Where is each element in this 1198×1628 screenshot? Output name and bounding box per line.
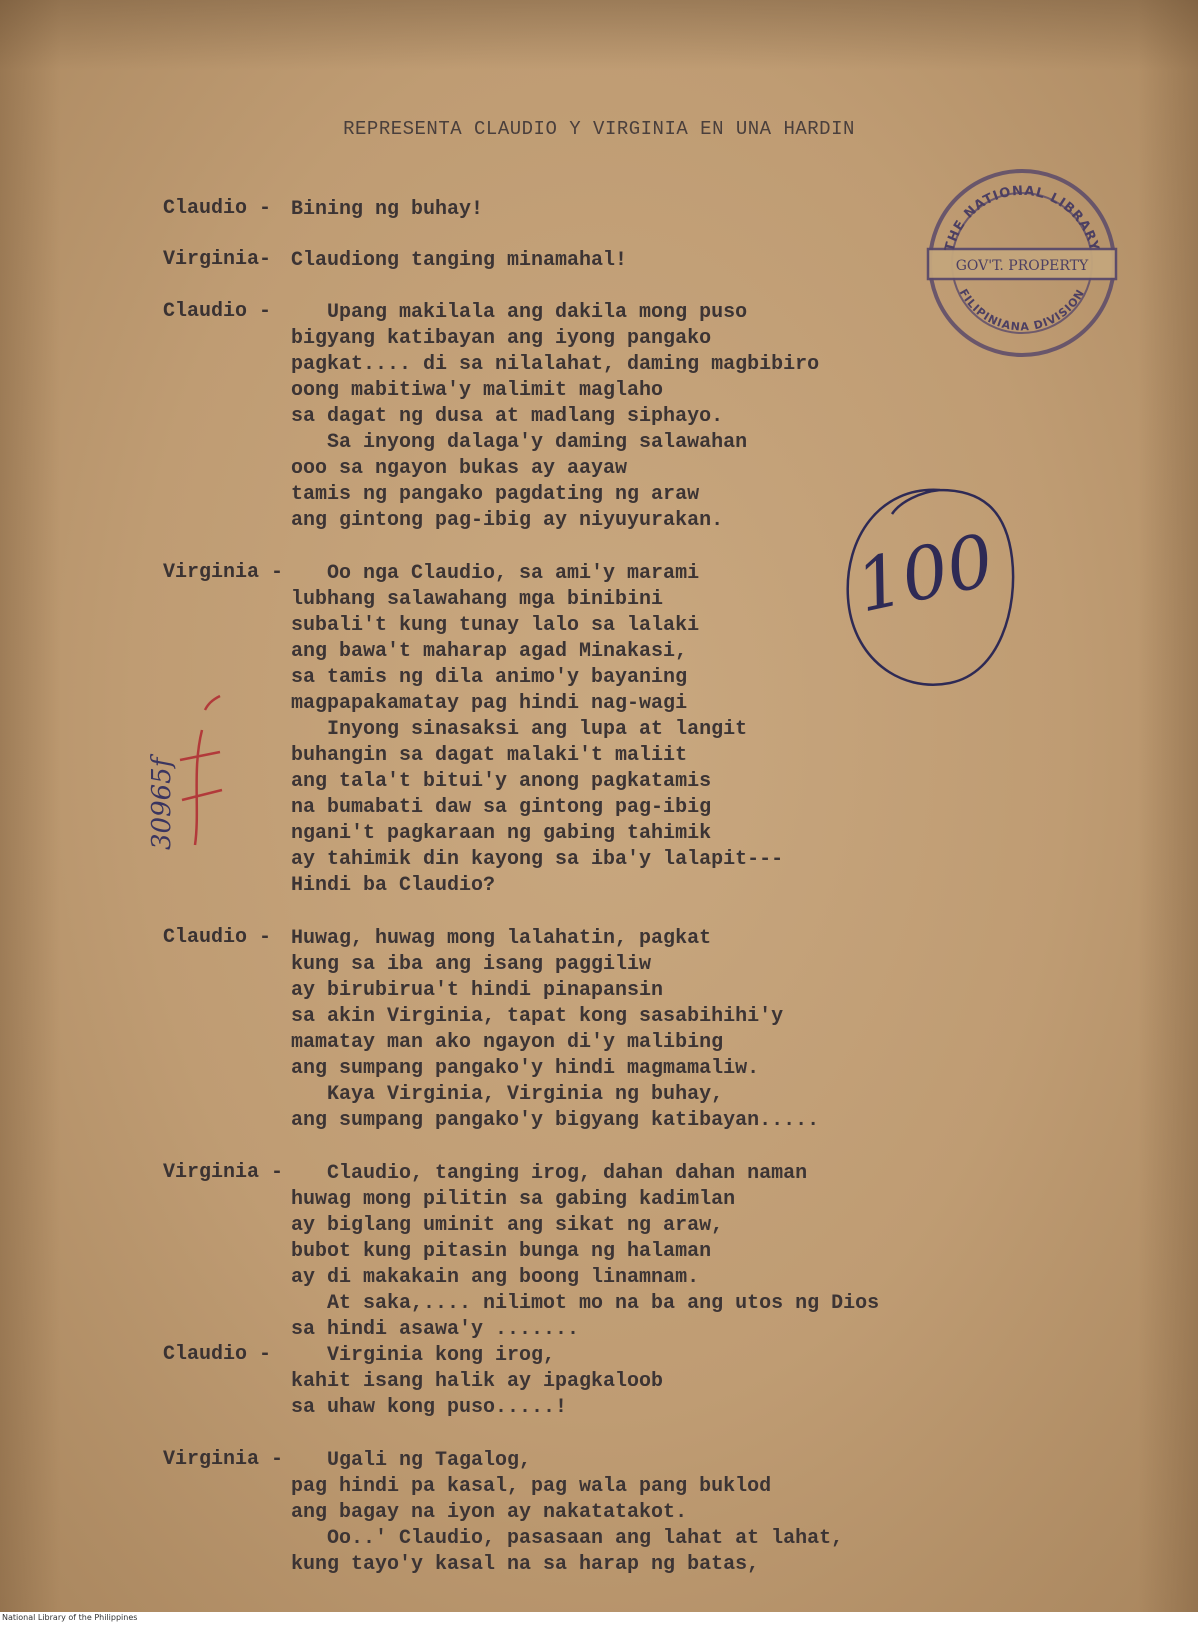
dialogue-line: Ugali ng Tagalog,	[291, 1449, 532, 1472]
svg-text:THE NATIONAL LIBRARY	[942, 184, 1101, 253]
dialogue-line: Virginia kong irog,	[291, 1344, 556, 1367]
speaker-label: Virginia -	[163, 1448, 284, 1471]
dialogue-line: lubhang salawahang mga binibini	[291, 588, 664, 611]
page-shadow-left	[0, 0, 60, 1612]
dialogue-line: pagkat.... di sa nilalahat, daming magbibiro	[291, 353, 820, 376]
dialogue-line: ay birubirua't hindi pinapansin	[291, 979, 664, 1002]
dialogue-line: Oo nga Claudio, sa ami'y marami	[291, 562, 700, 585]
speaker-label: Claudio -	[163, 300, 272, 323]
dialogue-line: Sa inyong dalaga'y daming salawahan	[291, 431, 748, 454]
dialogue-line: At saka,.... nilimot mo na ba ang utos ng Dios	[291, 1292, 880, 1315]
dialogue-line: kung tayo'y kasal na sa harap ng batas,	[291, 1553, 760, 1576]
stamp-bottom-text: FILIPINIANA DIVISION	[956, 286, 1088, 334]
dialogue-line: ngani't pagkaraan ng gabing tahimik	[291, 822, 712, 845]
speaker-label: Claudio -	[163, 1343, 272, 1366]
dialogue-line: ang gintong pag-ibig ay niyuyurakan.	[291, 509, 724, 532]
dialogue-line: pag hindi pa kasal, pag wala pang buklod	[291, 1475, 772, 1498]
page-title: REPRESENTA CLAUDIO Y VIRGINIA EN UNA HARDIN	[343, 118, 855, 140]
speaker-label: Claudio -	[163, 197, 272, 220]
speaker-label: Virginia -	[163, 561, 284, 584]
dialogue-line: magpapakamatay pag hindi nag-wagi	[291, 692, 688, 715]
dialogue-line: sa akin Virginia, tapat kong sasabihihi'y	[291, 1005, 784, 1028]
svg-text:FILIPINIANA DIVISION	[957, 287, 1088, 334]
dialogue-line: tamis ng pangako pagdating ng araw	[291, 483, 700, 506]
stamp-middle-text: GOV'T. PROPERTY	[955, 258, 1089, 274]
stamp-top-text: THE NATIONAL LIBRARY	[942, 183, 1102, 254]
margin-note-annotation	[130, 690, 250, 860]
dialogue-line: ang bawa't maharap agad Minakasi,	[291, 640, 688, 663]
dialogue-line: ay biglang uminit ang sikat ng araw,	[291, 1214, 724, 1237]
dialogue-line: ooo sa ngayon bukas ay aayaw	[291, 457, 628, 480]
dialogue-line: kahit isang halik ay ipagkaloob	[291, 1370, 664, 1393]
dialogue-line: ay tahimik din kayong sa iba'y lalapit---	[291, 848, 784, 871]
dialogue-line: Claudiong tanging minamahal!	[291, 249, 628, 272]
circled-number-text: 100	[849, 517, 1001, 629]
dialogue-line: ang sumpang pangako'y bigyang katibayan.....	[291, 1109, 820, 1132]
dialogue-line: bubot kung pitasin bunga ng halaman	[291, 1240, 712, 1263]
dialogue-line: Hindi ba Claudio?	[291, 874, 496, 897]
dialogue-line: buhangin sa dagat malaki't maliit	[291, 744, 688, 767]
page-shadow-right	[1138, 0, 1198, 1612]
margin-note-text: 30965f	[147, 757, 177, 850]
dialogue-line: Claudio, tanging irog, dahan dahan naman	[291, 1162, 808, 1185]
dialogue-line: oong mabitiwa'y malimit maglaho	[291, 379, 664, 402]
speaker-label: Virginia -	[163, 1161, 284, 1184]
dialogue-line: ay di makakain ang boong linamnam.	[291, 1266, 700, 1289]
page-shadow-top	[0, 0, 1198, 70]
dialogue-line: na bumabati daw sa gintong pag-ibig	[291, 796, 712, 819]
dialogue-line: huwag mong pilitin sa gabing kadimlan	[291, 1188, 736, 1211]
dialogue-line: kung sa iba ang isang paggiliw	[291, 953, 652, 976]
dialogue-line: sa tamis ng dila animo'y bayaning	[291, 666, 688, 689]
dialogue-line: subali't kung tunay lalo sa lalaki	[291, 614, 700, 637]
dialogue-line: sa uhaw kong puso.....!	[291, 1396, 568, 1419]
dialogue-line: ang bagay na iyon ay nakatatakot.	[291, 1501, 688, 1524]
library-stamp	[924, 165, 1120, 361]
dialogue-line: sa dagat ng dusa at madlang siphayo.	[291, 405, 724, 428]
circled-number-annotation	[840, 478, 1020, 698]
dialogue-line: Huwag, huwag mong lalahatin, pagkat	[291, 927, 712, 950]
dialogue-line: mamatay man ako ngayon di'y malibing	[291, 1031, 724, 1054]
dialogue-line: Upang makilala ang dakila mong puso	[291, 301, 748, 324]
dialogue-line: Oo..' Claudio, pasasaan ang lahat at lahat,	[291, 1527, 844, 1550]
footer-credit: National Library of the Philippines	[2, 1613, 138, 1622]
dialogue-line: ang tala't bitui'y anong pagkatamis	[291, 770, 712, 793]
dialogue-line: bigyang katibayan ang iyong pangako	[291, 327, 712, 350]
dialogue-line: sa hindi asawa'y .......	[291, 1318, 580, 1341]
dialogue-line: ang sumpang pangako'y hindi magmamaliw.	[291, 1057, 760, 1080]
dialogue-line: Inyong sinasaksi ang lupa at langit	[291, 718, 748, 741]
speaker-label: Claudio -	[163, 926, 272, 949]
speaker-label: Virginia-	[163, 248, 272, 271]
dialogue-line: Kaya Virginia, Virginia ng buhay,	[291, 1083, 724, 1106]
dialogue-line: Bining ng buhay!	[291, 198, 484, 221]
